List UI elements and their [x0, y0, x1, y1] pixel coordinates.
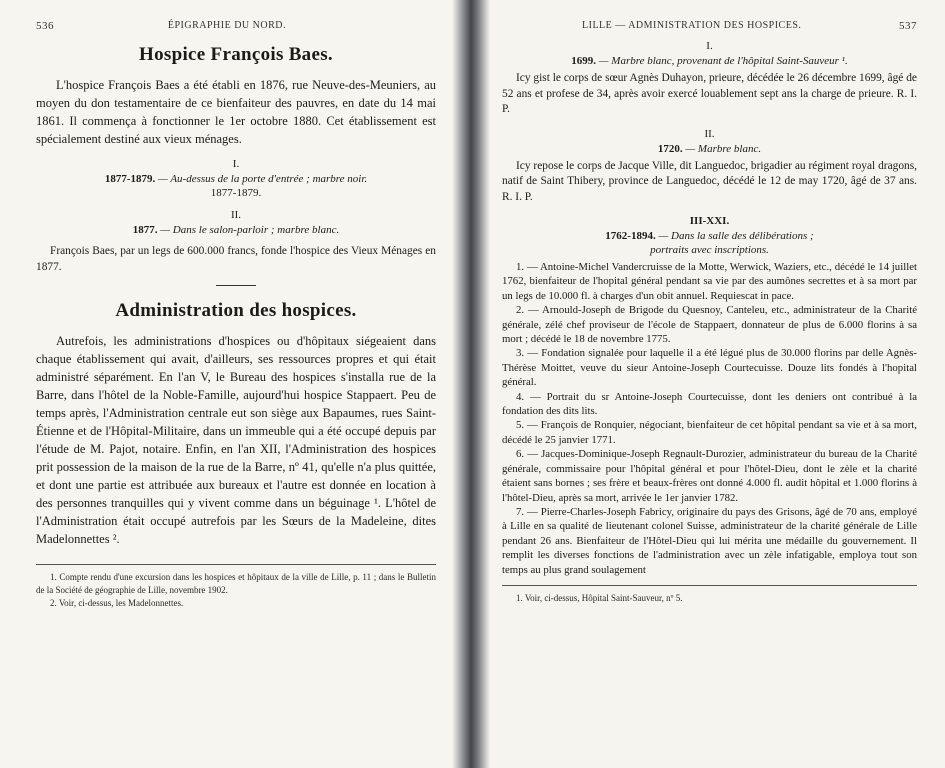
list-item: 1. — Antoine-Michel Vandercruisse de la Motte, Werwick, Waziers, etc., décédé le 14 juillet 1762, bienfaiteur de l'hopital général pendant sa vie par des aumônes secrettes et à sa mort par un legs de 10.000 fl. à charges d'un obit annuel. Requiescat in pace. — [502, 261, 917, 302]
section-title-administration: Administration des hospices. — [115, 300, 357, 321]
entry-date: 1877-1879. — [104, 173, 156, 185]
entry-numeral: III-XXI. — [689, 215, 730, 227]
entry-date: 1762-1894. — [605, 230, 656, 242]
entry-description: — Marbre blanc. — [685, 142, 762, 155]
list-item: 5. — François de Ronquier, négociant, bienfaiteur de cet hôpital pendant sa vie et à sa mort, décédé le 25 janvier 1771. — [502, 419, 917, 446]
right-running-header — [502, 20, 917, 32]
right-page — [462, 0, 945, 768]
list-item: 7. — Pierre-Charles-Joseph Fabricy, originaire du pays des Grisons, âgé de 70 ans, employé à Lille en sa qualité de lieutenant colonel Suisse, administrateur de la charité générale de Lille pendant 26 ans. Bienfaiteur de l'Hôtel-Dieu qui lui mérita une médaille du gouvernement. Il remplit les diverses fonctions de l'administration avec un zèle infatigable, employa tout son temps au plus grand soulagement — [502, 505, 917, 576]
entry-date: 1877. — [132, 224, 158, 236]
entry-heading-cont — [502, 244, 917, 256]
entry-description: — Au-dessus de la porte d'entrée ; marbre noir. — [157, 173, 368, 185]
list-item: 3. — Fondation signalée pour laquelle il a été légué plus de 30.000 florins par delle Agnès-Thérèse Moittet, veuve du sieur Antoine-Joseph Courtecuisse. Douze lits fondés à l'hopital général. — [502, 347, 917, 389]
list-item: 4. — Portrait du sr Antoine-Joseph Courtecuisse, dont les deniers ont contribué à la fondation des dits lits. — [502, 390, 917, 418]
book-gutter — [452, 0, 490, 768]
entry-heading — [36, 173, 436, 185]
entry-text: Icy gist le corps de sœur Agnès Duhayon, prieure, décédée le 26 décembre 1699, âgé de 52 ans et profese de 34, après avoir exercé louablement sept ans la charge de prieure. R. I. P. — [502, 72, 917, 115]
baes-intro: L'hospice François Baes a été établi en 1876, rue Neuve-des-Meuniers, au moyen du don testamentaire de ce bienfaiteur des pauvres, en date du 14 mai 1861. Il commença à fonctionner le 1er octobre 1880. Cet établissement est spécialement destiné aux vieux ménages. — [36, 78, 436, 146]
footnote-rule — [36, 564, 436, 565]
list-item: 6. — Jacques-Dominique-Joseph Regnault-Durozier, administrateur du bureau de la Charité générale, commissaire pour l'hôpital général et pour l'hôtel-Dieu, dont le zèle et la charité étaient sans bornes ; ses frère et beaux-frères ont donné 4.000 fl. audit hôpital et 1.000 florins à l'hôtel-Dieu, après sa mort, arrivée le 1er janvier 1782. — [502, 448, 917, 504]
left-page-number: 536 — [36, 20, 54, 32]
entry-heading — [502, 143, 917, 155]
entry-numeral: I. — [232, 158, 240, 170]
footnote: 1. Compte rendu d'une excursion dans les hospices et hôpitaux de la ville de Lille, p. 11 ; dans le Bulletin de la Société de géographie de Lille, novembre 1902. — [36, 572, 436, 595]
entry-text: Icy repose le corps de Jacque Ville, dit Languedoc, brigadier au régiment royal dragons, natif de Saint Thibery, province de Languedoc, décédé le 12 de may 1720, âgé de 37 ans. R. I. P. — [502, 159, 917, 203]
entry-heading — [502, 55, 917, 67]
section-title-baes: Hospice François Baes. — [139, 44, 333, 65]
entry-description-cont: portraits avec inscriptions. — [650, 244, 769, 256]
entry-description: — Dans le salon-parloir ; marbre blanc. — [160, 224, 340, 236]
footnote: 1. Voir, ci-dessus, Hôpital Saint-Sauveur, nº 5. — [516, 592, 683, 603]
portrait-list — [502, 260, 917, 577]
left-running-header — [36, 20, 436, 32]
section-separator — [216, 285, 256, 286]
right-running-head: LILLE — ADMINISTRATION DES HOSPICES. — [582, 20, 802, 31]
entry-heading — [502, 230, 917, 242]
entry-numeral: II. — [230, 209, 242, 221]
footnote-rule — [502, 585, 917, 586]
left-page — [0, 0, 462, 768]
footnote: 2. Voir, ci-dessus, les Madelonnettes. — [50, 598, 184, 608]
left-running-head: ÉPIGRAPHIE DU NORD. — [167, 20, 286, 31]
administration-text: Autrefois, les administrations d'hospices ou d'hôpitaux siégeaient dans chaque établissement qui avait, d'ailleurs, ses ressources propres et qui était administré séparément. En l'an V, le Bureau des hospices s'installa rue de la Barre, dans l'hôtel de la Noble-Famille, aujourd'hui hospice Stappaert. Peu de temps après, l'Administration centrale eut son siège aux Bapaumes, rues Saint-Étienne et de l'Hôpital-Militaire, dans un immeuble qui a été occupé depuis par l'étude de M. Pajot, notaire. Enfin, en l'an XII, l'Administration des hospices prit possession de la maison de la rue de la Barre, nº 41, qu'elle n'a plus quittée, et dont une partie est attribuée aux bureaux et l'autre est donnée en location à des personnes tranquilles qui y vivent comme dans un béguinage ¹. L'hôtel de l'Administration était occupé autrefois par les Sœurs de la Madeleine, dites Madelonnettes ². — [36, 334, 436, 546]
entry-date: 1720. — [657, 142, 683, 155]
entry-inscription: 1877-1879. — [210, 187, 262, 199]
entry-date: 1699. — [571, 55, 597, 67]
list-item: 2. — Arnould-Joseph de Brigode du Quesnoy, Canteleu, etc., administrateur de la Charité générale, zélé chef proviseur de l'école de Stappaert, donnateur de plus de 6.000 florins à sa mort ; décédé le 18 de novembre 1775. — [502, 304, 917, 346]
entry-heading — [36, 224, 436, 236]
right-page-number: 537 — [899, 20, 917, 32]
entry-description: — Marbre blanc, provenant de l'hôpital Saint-Sauveur ¹. — [598, 55, 848, 67]
entry-description: — Dans la salle des délibérations ; — [658, 230, 814, 242]
entry-text: François Baes, par un legs de 600.000 francs, fonde l'hospice des Vieux Ménages en 1877. — [36, 245, 436, 273]
entry-numeral: I. — [706, 40, 713, 52]
entry-numeral: II. — [704, 127, 715, 140]
